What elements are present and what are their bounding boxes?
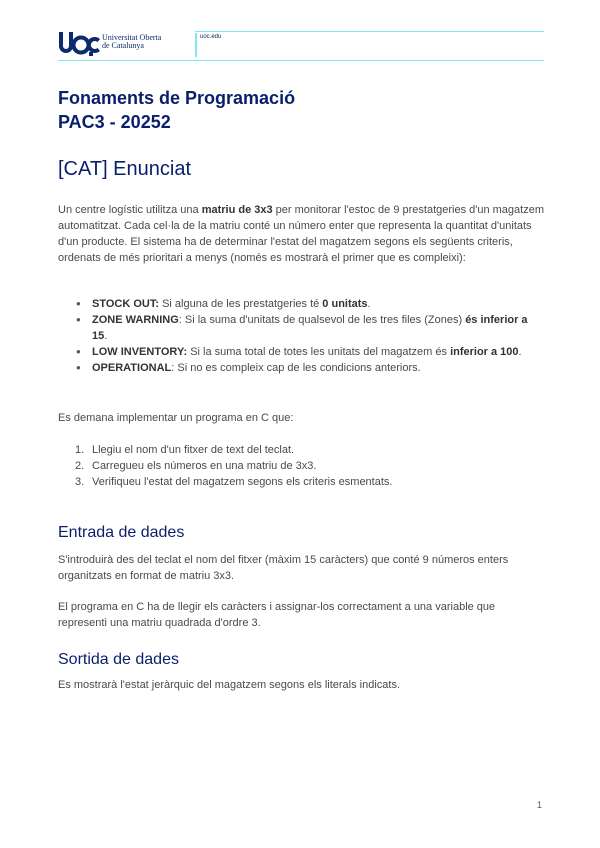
uoc-logo-icon — [58, 30, 102, 60]
criterion-stock-out: ● STOCK OUT: Si alguna de les prestatgeries té 0 unitats. — [58, 296, 544, 312]
input-paragraph-2: El programa en C ha de llegir els caràcters i assignar-los correctament a una variable que representi una matriu quadrada d'ordre 3. — [58, 601, 496, 629]
step-item: 3. Verifiqueu l'estat del magatzem segons els criteris esmentats. — [75, 476, 393, 488]
input-paragraph-1: S'introduirà des del teclat el nom del fitxer (màxim 15 caràcters) que conté 9 números enters organitzats en format de matriu 3x3. — [58, 554, 509, 582]
input-section-title: Entrada de dades — [58, 524, 185, 541]
criterion-low-inventory: ● LOW INVENTORY: Si la suma total de totes les unitats del magatzem és inferior a 100. — [58, 344, 544, 360]
document-header — [58, 28, 544, 64]
step-item: 2. Carregueu els números en una matriu de 3x3. — [75, 460, 317, 472]
output-section-title: Sortida de dades — [58, 651, 179, 668]
page-number: 1 — [537, 800, 543, 810]
title-course: Fonaments de Programació — [58, 88, 296, 108]
logo-wordmark — [102, 34, 161, 50]
criteria-list — [58, 296, 544, 376]
criterion-zone-warning: ● ZONE WARNING: Si la suma d'unitats de qualsevol de les tres files (Zones) és inferior a 15. — [58, 312, 544, 344]
header-url: uoc.edu — [200, 34, 222, 40]
output-paragraph: Es mostrarà l'estat jeràrquic del magatzem segons els literals indicats. — [58, 679, 401, 691]
intro-paragraph: Un centre logístic utilitza una matriu de 3x3 per monitorar l'estoc de 9 prestatgeries d'un magatzem automatitzat. Cada cel·la de la matriu conté un número enter que representa la quantitat d'unitats d'un producte. El sistema ha de determinar l'estat del magatzem segons els següents criteris, ordenats de més prioritari a menys (només es mostrarà el primer que es compleixi): — [58, 204, 544, 264]
steps-list — [58, 442, 544, 490]
step-item: 1. Llegiu el nom d'un fitxer de text del teclat. — [75, 444, 295, 456]
document-title — [58, 86, 295, 134]
title-assignment: PAC3 - 20252 — [58, 112, 171, 132]
header-top-rule — [195, 31, 544, 32]
request-paragraph: Es demana implementar un programa en C que: — [58, 412, 294, 424]
logo-line-1: Universitat Oberta — [102, 33, 162, 42]
logo-line-2: de Catalunya — [102, 41, 144, 50]
header-separator — [195, 33, 197, 57]
criterion-operational: ● OPERATIONAL: Si no es compleix cap de les condicions anteriors. — [58, 360, 544, 376]
section-heading: [CAT] Enunciat — [58, 158, 192, 180]
header-bottom-rule — [58, 60, 544, 61]
